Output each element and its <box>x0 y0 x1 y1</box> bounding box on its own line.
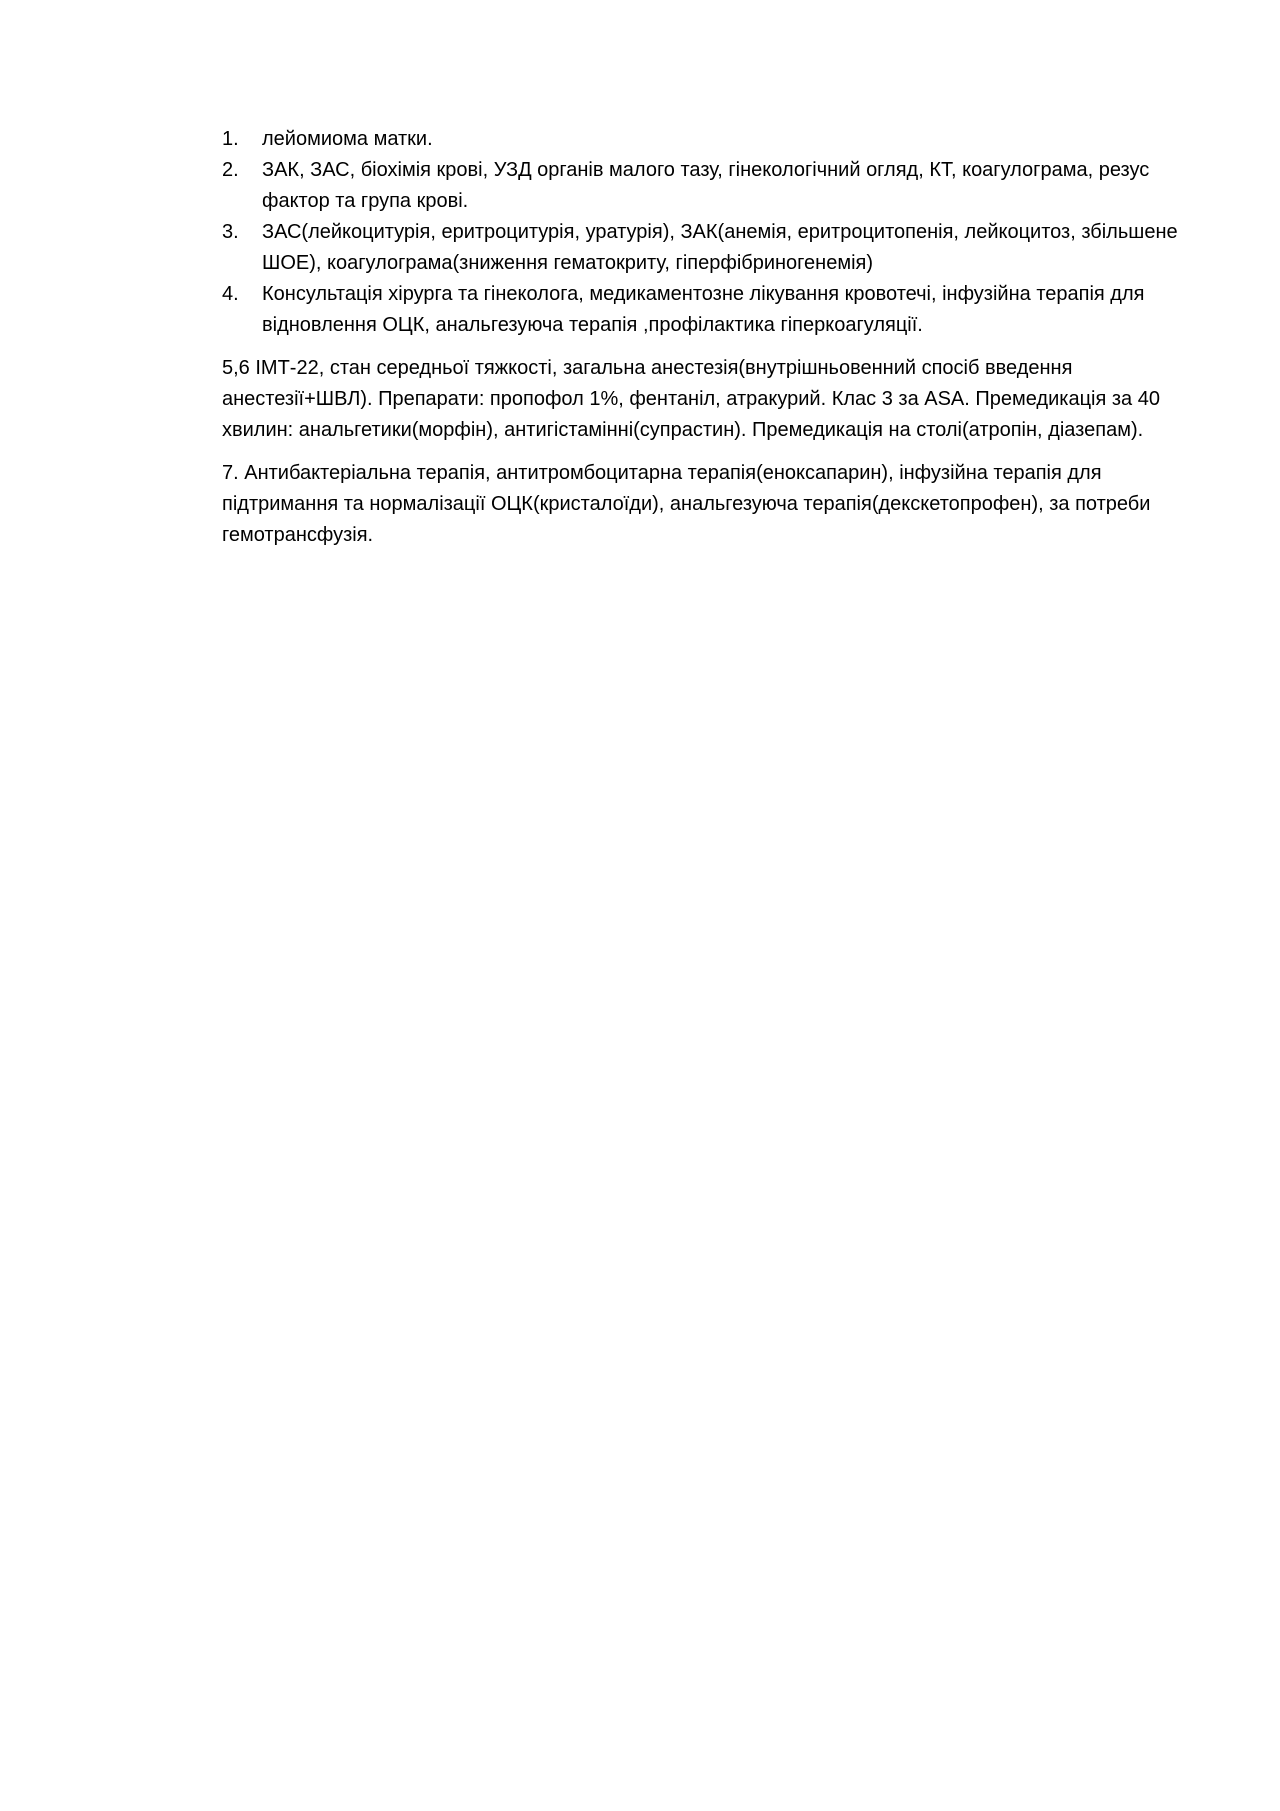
list-item-text: ЗАС(лейкоцитурія, еритроцитурія, уратурія), ЗАК(анемія, еритроцитопенія, лейкоцитоз, збільшене ШОЕ), коагулограма(зниження гематокриту, гіперфібриногенемія) <box>262 221 1178 274</box>
list-item-3 <box>222 217 1192 279</box>
list-item-4 <box>222 279 1192 341</box>
numbered-answer-list <box>222 124 1192 341</box>
list-item-number: 3. <box>222 221 239 243</box>
list-item-number: 2. <box>222 159 239 181</box>
list-item-number: 1. <box>222 128 239 150</box>
list-item-text: Консультація хірурга та гінеколога, медикаментозне лікування кровотечі, інфузійна терапія для відновлення ОЦК, анальгезуюча терапія ,профілактика гіперкоагуляції. <box>262 283 1145 336</box>
paragraph-anesthesia: 5,6 ІМТ-22, стан середньої тяжкості, загальна анестезія(внутрішньовенний спосіб введення анестезії+ШВЛ). Препарати: пропофол 1%, фентаніл, атракурий. Клас 3 за ASA. Премедикація за 40 хвилин: анальгетики(морфін), антигістамінні(супрастин). Премедикація на столі(атропін, діазепам). <box>222 357 1160 441</box>
document-body <box>222 124 1192 563</box>
list-item-text: ЗАК, ЗАС, біохімія крові, УЗД органів малого тазу, гінекологічний огляд, КТ, коагулограма, резус фактор та група крові. <box>262 159 1150 212</box>
paragraph-therapy: 7. Антибактеріальна терапія, антитромбоцитарна терапія(еноксапарин), інфузійна терапія для підтримання та нормалізації ОЦК(кристалоїди), анальгезуюча терапія(декскетопрофен), за потреби гемотрансфузія. <box>222 462 1151 546</box>
list-item-1 <box>222 124 1192 155</box>
list-item-text: лейомиома матки. <box>262 128 433 150</box>
list-item-number: 4. <box>222 283 239 305</box>
list-item-2 <box>222 155 1192 217</box>
